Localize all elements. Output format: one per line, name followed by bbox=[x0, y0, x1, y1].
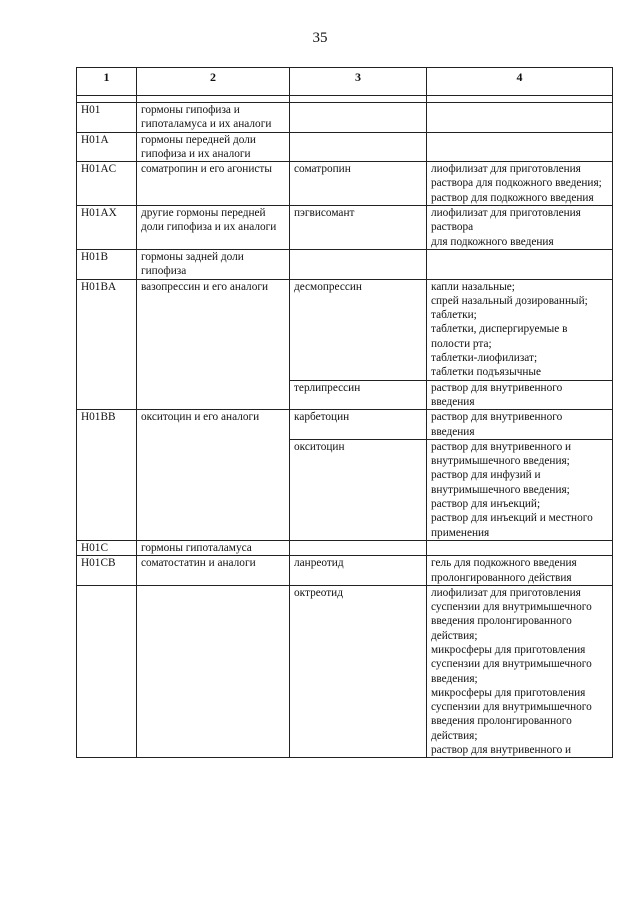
anatomical-group-cell: соматостатин и аналоги bbox=[137, 556, 290, 586]
atc-drug-table bbox=[76, 67, 613, 758]
header-spacer-row bbox=[77, 96, 613, 103]
drug-name-cell bbox=[290, 249, 427, 279]
header-col-2: 2 bbox=[137, 68, 290, 96]
anatomical-group-cell: соматропин и его агонисты bbox=[137, 162, 290, 206]
anatomical-group-cell bbox=[137, 585, 290, 758]
table-row bbox=[77, 206, 613, 250]
atc-code-cell: H01AX bbox=[77, 206, 137, 250]
drug-name-cell: десмопрессин bbox=[290, 279, 427, 380]
drug-name-cell bbox=[290, 103, 427, 133]
dosage-form-cell: раствор для внутривенного введения bbox=[427, 410, 613, 440]
anatomical-group-cell: другие гормоны передней доли гипофиза и их аналоги bbox=[137, 206, 290, 250]
table-row bbox=[77, 410, 613, 440]
drug-name-cell bbox=[290, 540, 427, 555]
dosage-form-cell bbox=[427, 540, 613, 555]
header-col-1: 1 bbox=[77, 68, 137, 96]
anatomical-group-cell: вазопрессин и его аналоги bbox=[137, 279, 290, 410]
table-row bbox=[77, 162, 613, 206]
anatomical-group-cell: гормоны задней доли гипофиза bbox=[137, 249, 290, 279]
page-number: 35 bbox=[312, 30, 328, 46]
dosage-form-cell: гель для подкожного введения пролонгированного действия bbox=[427, 556, 613, 586]
atc-code-cell: H01BA bbox=[77, 279, 137, 410]
drug-name-cell: соматропин bbox=[290, 162, 427, 206]
atc-code-cell: H01CB bbox=[77, 556, 137, 586]
table-body bbox=[77, 96, 613, 758]
drug-name-cell: окситоцин bbox=[290, 439, 427, 540]
drug-name-cell: октреотид bbox=[290, 585, 427, 758]
drug-name-cell: карбетоцин bbox=[290, 410, 427, 440]
dosage-form-cell: раствор для внутривенного введения bbox=[427, 380, 613, 410]
anatomical-group-cell: гормоны передней доли гипофиза и их аналоги bbox=[137, 132, 290, 162]
drug-name-cell: пэгвисомант bbox=[290, 206, 427, 250]
atc-code-cell: H01B bbox=[77, 249, 137, 279]
dosage-form-cell: капли назальные; спрей назальный дозированный; таблетки; таблетки, диспергируемые в полости рта; таблетки-лиофилизат; таблетки подъязычные bbox=[427, 279, 613, 380]
dosage-form-cell: лиофилизат для приготовления раствора для подкожного введения; раствор для подкожного введения bbox=[427, 162, 613, 206]
table-row bbox=[77, 279, 613, 380]
header-col-4: 4 bbox=[427, 68, 613, 96]
header-col-3: 3 bbox=[290, 68, 427, 96]
anatomical-group-cell: гормоны гипофиза и гипоталамуса и их аналоги bbox=[137, 103, 290, 133]
table-row bbox=[77, 585, 613, 758]
drug-name-cell: ланреотид bbox=[290, 556, 427, 586]
dosage-form-cell bbox=[427, 249, 613, 279]
atc-code-cell bbox=[77, 585, 137, 758]
anatomical-group-cell: гормоны гипоталамуса bbox=[137, 540, 290, 555]
atc-code-cell: H01C bbox=[77, 540, 137, 555]
atc-code-cell: H01 bbox=[77, 103, 137, 133]
anatomical-group-cell: окситоцин и его аналоги bbox=[137, 410, 290, 541]
table-row bbox=[77, 556, 613, 586]
drug-name-cell bbox=[290, 132, 427, 162]
atc-code-cell: H01AC bbox=[77, 162, 137, 206]
dosage-form-cell: раствор для внутривенного и внутримышечного введения; раствор для инфузий и внутримышечного введения; раствор для инъекций; раствор для инъекций и местного применения bbox=[427, 439, 613, 540]
dosage-form-cell: лиофилизат для приготовления раствора для подкожного введения bbox=[427, 206, 613, 250]
atc-code-cell: H01BB bbox=[77, 410, 137, 541]
table-row bbox=[77, 249, 613, 279]
dosage-form-cell bbox=[427, 103, 613, 133]
drug-name-cell: терлипрессин bbox=[290, 380, 427, 410]
table-header-row bbox=[77, 68, 613, 96]
dosage-form-cell bbox=[427, 132, 613, 162]
table-row bbox=[77, 540, 613, 555]
dosage-form-cell: лиофилизат для приготовления суспензии для внутримышечного введения пролонгированного действия; микросферы для приготовления суспензии для внутримышечного введения; микросферы для приготовления суспензии для внутримышечного введения пролонгированного действия; раствор для внутривенного и bbox=[427, 585, 613, 758]
atc-code-cell: H01A bbox=[77, 132, 137, 162]
table-row bbox=[77, 103, 613, 133]
table-row bbox=[77, 132, 613, 162]
